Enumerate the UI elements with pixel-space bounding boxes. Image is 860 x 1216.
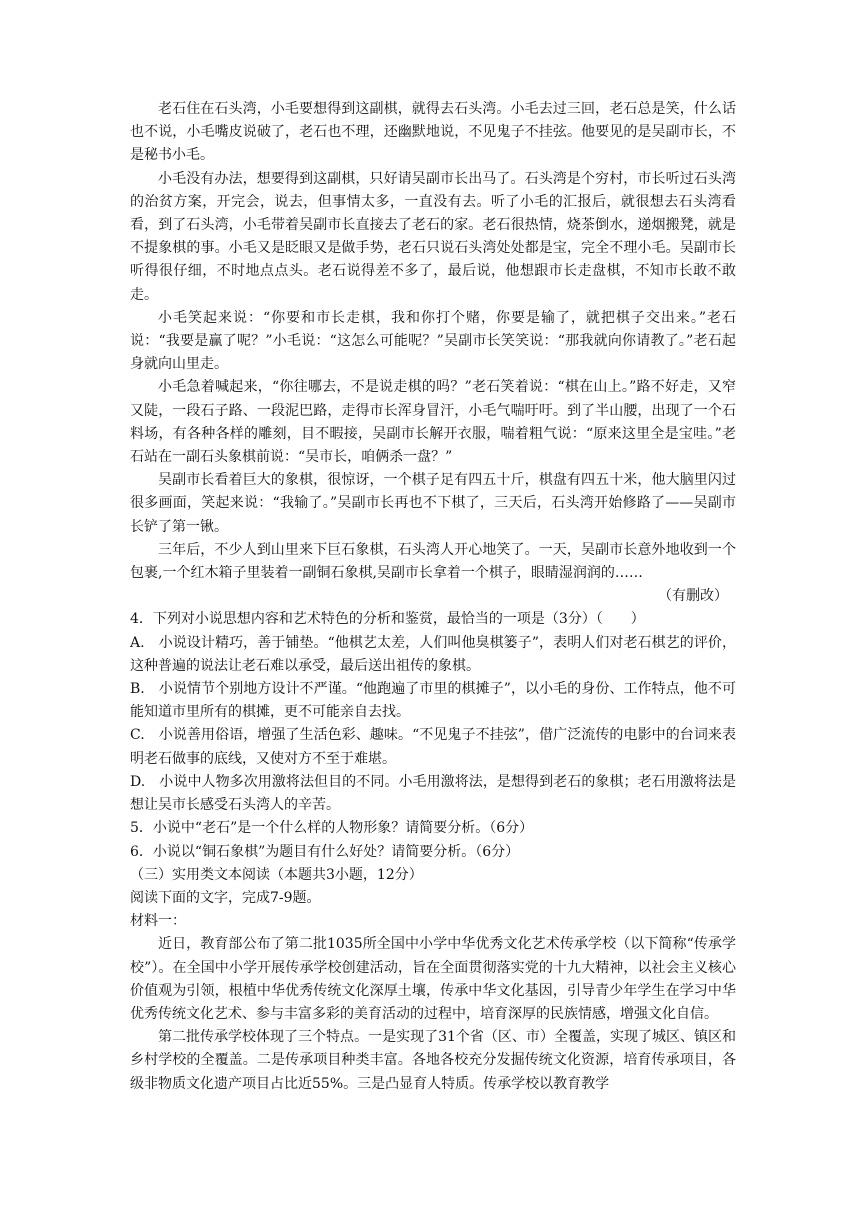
story-paragraph-3: 小毛笑起来说：“你要和市长走棋，我和你打个赌，你要是输了，就把棋子交出来。”老石说：“我要是赢了呢？”小毛说：“这怎么可能呢？”吴副市长笑笑说：“那我就向你请教了。”老石起身就向山里走。 bbox=[130, 309, 736, 373]
question-4-option-c: C. 小说善用俗语，增强了生活色彩、趣味。“不见鬼子不挂弦”，借广泛流传的电影中的台词来表明老石做事的底线，又使对方不至于难堪。 bbox=[130, 727, 736, 767]
section-3-instruction: 阅读下面的文字，完成7-9题。 bbox=[130, 889, 321, 906]
question-4-option-d: D. 小说中人物多次用激将法但目的不同。小毛用激将法，是想得到老石的象棋；老石用激将法是想让吴市长感受石头湾人的辛苦。 bbox=[130, 773, 736, 814]
story-paragraph-2: 小毛没有办法，想要得到这副棋，只好请吴副市长出马了。石头湾是个穷村，市长听过石头湾的治贫方案，开完会，说去，但事情太多，一直没有去。听了小毛的汇报后，就很想去石头湾看看，到了石头湾，小毛带着吴副市长直接去了老石的家。老石很热情，烧茶倒水，递烟搬凳，就是不提象棋的事。小毛又是眨眼又是做手势，老石只说石头湾处处都是宝，完全不理小毛。吴副市长听得很仔细，不时地点点头。老石说得差不多了，最后说，他想跟市长走盘棋，不知市长敢不敢走。 bbox=[130, 170, 736, 303]
edit-note: （有删改） bbox=[658, 588, 728, 605]
question-4-stem: 4．下列对小说思想内容和艺术特色的分析和鉴赏，最恰当的一项是（3分）（ ） bbox=[130, 611, 645, 628]
question-4 bbox=[130, 608, 736, 817]
story-paragraph-5: 吴副市长看着巨大的象棋，很惊讶，一个棋子足有四五十斤，棋盘有四五十米，他大脑里闪过很多画面，笑起来说：“我输了。”吴副市长再也不下棋了，三天后，石头湾开始修路了——吴副市长铲了第一锹。 bbox=[130, 472, 736, 535]
story-paragraph-4: 小毛急着喊起来，“你往哪去，不是说走棋的吗？”老石笑着说：“棋在山上。”路不好走，又窄又陡，一段石子路、一段泥巴路，走得市长浑身冒汗，小毛气喘吁吁。到了半山腰，出现了一个石料场，有各种各样的雕刻，目不暇接，吴副市长解开衣服，喘着粗气说：“原来这里全是宝哇。”老石站在一副石头象棋前说：“吴市长，咱俩杀一盘？” bbox=[130, 379, 736, 466]
material-1-paragraph-2: 第二批传承学校体现了三个特点。一是实现了31个省（区、市）全覆盖，实现了城区、镇区和乡村学校的全覆盖。二是传承项目种类丰富。各地各校充分发掘传统文化资源，培育传承项目，各级非物质文化遗产项目占比近55%。三是凸显育人特质。传承学校以教育教学 bbox=[130, 1029, 736, 1092]
document-page bbox=[130, 98, 736, 1096]
material-1-label: 材料一： bbox=[130, 913, 186, 930]
question-5: 5．小说中“老石”是一个什么样的人物形象？请简要分析。（6分） bbox=[130, 820, 534, 837]
story-paragraph-6: 三年后，不少人到山里来下巨石象棋，石头湾人开心地笑了。一天，吴副市长意外地收到一个包裹,一个红木箱子里装着一副铜石象棋,吴副市长拿着一个棋子，眼睛湿润润的…… bbox=[130, 541, 736, 582]
story-paragraph-1: 老石住在石头湾，小毛要想得到这副棋，就得去石头湾。小毛去过三回，老石总是笑，什么话也不说，小毛嘴皮说破了，老石也不理，还幽默地说，不见鬼子不挂弦。他要见的是吴副市长，不是秘书小毛。 bbox=[130, 101, 736, 164]
question-4-option-a: A. 小说设计精巧，善于铺垫。“他棋艺太差，人们叫他臭棋篓子”，表明人们对老石棋艺的评价，这种普遍的说法让老石难以承受，最后送出祖传的象棋。 bbox=[130, 634, 736, 674]
material-1-paragraph-1: 近日，教育部公布了第二批1035所全国中小学中华优秀文化艺术传承学校（以下简称“传承学校”）。在全国中小学开展传承学校创建活动，旨在全面贯彻落实党的十九大精神，以社会主义核心价值观为引领，根植中华优秀传统文化深厚土壤，传承中华文化基因，引导青少年学生在学习中华优秀传统文化艺术、参与丰富多彩的美育活动的过程中，培育深厚的民族情感，增强文化自信。 bbox=[130, 936, 736, 1022]
question-6: 6．小说以“铜石象棋”为题目有什么好处？请简要分析。（6分） bbox=[130, 843, 520, 860]
question-4-option-b: B. 小说情节个别地方设计不严谨。“他跑遍了市里的棋摊子”，以小毛的身份、工作特点，他不可能知道市里所有的棋摊，更不可能亲自去找。 bbox=[130, 681, 736, 721]
section-3-heading: （三）实用类文本阅读（本题共3小题，12分） bbox=[130, 866, 423, 883]
